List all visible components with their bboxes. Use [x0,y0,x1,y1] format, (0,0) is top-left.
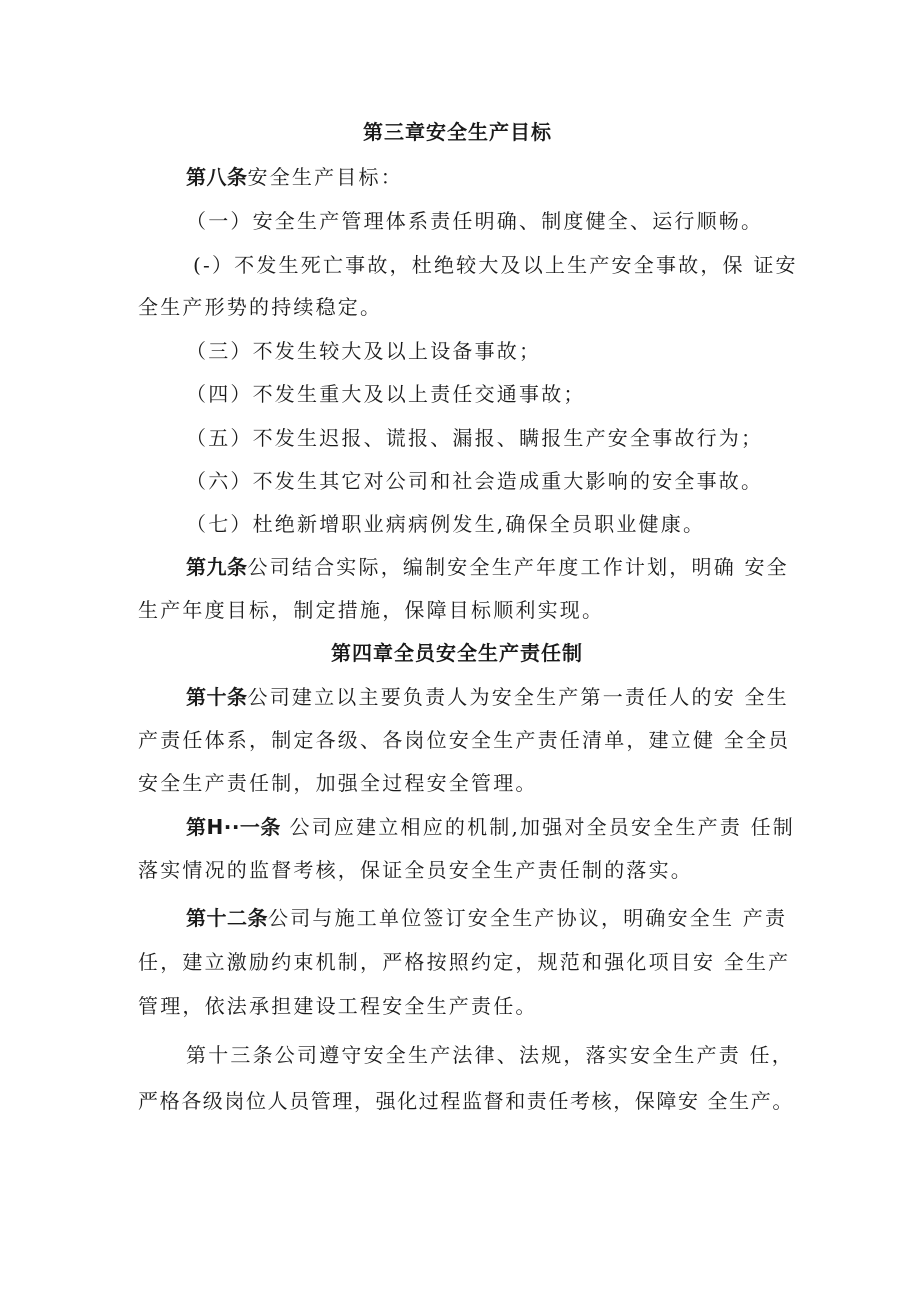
chapter-4-title: 第四章全员安全生产责任制 [331,641,583,665]
article-8-label: 第八条 [186,165,248,189]
goal-item-2-cont: 全生产形势的持续稳定。 [138,295,383,319]
article-11-label: 第H··一条 [186,815,281,839]
article-9-line-2: 生产年度目标，制定措施，保障目标顺利实现。 [138,598,605,622]
article-13-line-1: 第十三条公司遵守安全生产法律、法规，落实安全生产责 任， [186,1043,794,1067]
article-13-line-2: 严格各级岗位人员管理，强化过程监督和责任考核，保障安 全生产。 [138,1089,794,1113]
article-11-line-2: 落实情况的监督考核，保证全员安全生产责任制的落实。 [138,858,693,882]
article-10-label: 第十条 [186,685,248,709]
goal-item-4: （四）不发生重大及以上责任交通事故； [186,382,586,406]
article-9-line-1 [186,554,789,580]
article-10-line-1 [186,684,789,710]
article-11-text-1: 公司应建立相应的机制,加强对全员安全生产责 任制 [280,815,796,839]
article-10-text-1: 公司建立以主要负责人为安全生产第一责任人的安 全生 [247,685,789,709]
goal-item-5: （五）不发生迟报、谎报、漏报、瞒报生产安全事故行为； [186,426,764,450]
article-11-line-1 [186,814,795,840]
article-12-label: 第十二条 [186,906,268,930]
article-8 [186,164,403,190]
article-12-text-1: 公司与施工单位签订安全生产协议，明确安全生 产责 [268,906,788,930]
article-12-line-3: 管理，依法承担建设工程安全生产责任。 [138,994,538,1018]
article-10-line-2: 产责任体系，制定各级、各岗位安全生产责任清单，建立健 全全员 [138,728,791,752]
goal-item-7: （七）杜绝新增职业病病例发生,确保全员职业健康。 [186,512,706,536]
article-10-line-3: 安全生产责任制，加强全过程安全管理。 [138,771,538,795]
goal-item-2: (-）不发生死亡事故，杜绝较大及以上生产安全事故，保 证安 [193,253,798,277]
article-12-line-1 [186,905,787,931]
goal-item-1: （一）安全生产管理体系责任明确、制度健全、运行顺畅。 [186,209,764,233]
article-9-text-1: 公司结合实际，编制安全生产年度工作计划，明确 安全 [247,555,789,579]
goal-item-3: （三）不发生较大及以上设备事故； [186,339,542,363]
article-12-line-2: 任，建立激励约束机制，严格按照约定，规范和强化项目安 全生产 [138,950,791,974]
goal-item-6: （六）不发生其它对公司和社会造成重大影响的安全事故。 [186,469,764,493]
chapter-3-title: 第三章安全生产目标 [363,120,552,144]
article-9-label: 第九条 [186,555,248,579]
article-8-text: 安全生产目标： [247,165,403,189]
